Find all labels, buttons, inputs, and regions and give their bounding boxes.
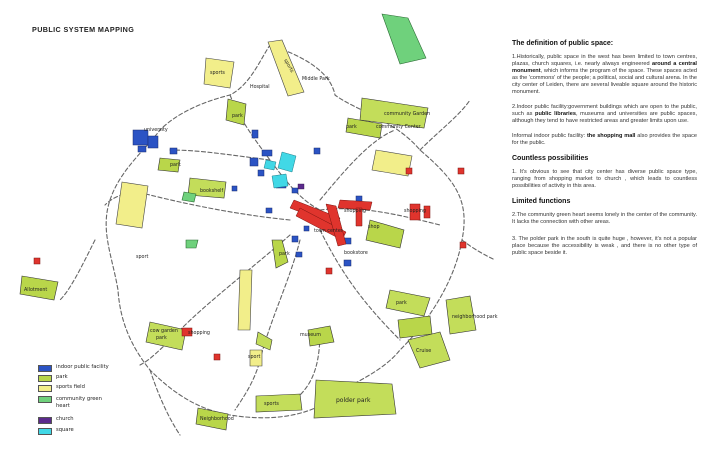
indoor-facility (292, 188, 298, 193)
route-ne-outer (420, 100, 470, 150)
indoor-facility (356, 196, 362, 201)
shopping-area (458, 168, 464, 174)
label-shopping-w: shopping (188, 331, 210, 336)
route-loop (106, 45, 464, 418)
label-bookstore: bookstore (344, 251, 368, 256)
legend-label: sports field (56, 384, 85, 390)
label-shop-e: shop (368, 225, 380, 230)
label-cow-garden: cow garden (150, 329, 178, 334)
legend-item-sports (38, 385, 85, 392)
label-hospital: Hospital (250, 85, 270, 90)
heading-definition: The definition of public space: (512, 40, 614, 47)
squares (264, 152, 296, 188)
route-southeast (320, 230, 400, 340)
community-green-heart-area (182, 192, 196, 202)
legend-label: square (56, 427, 74, 433)
legend-swatch-park (38, 375, 52, 382)
legend-item-church (38, 417, 74, 424)
square (278, 152, 296, 172)
indoor-facility (252, 130, 258, 138)
indoor-facility (292, 236, 298, 242)
label-park-nw: park (232, 114, 243, 119)
label-community-garden: community Garden (384, 112, 431, 117)
legend-swatch-square (38, 428, 52, 435)
paragraph-green-heart: 2.The community green heart seems lonely in the center of the community. It lacks the connection with other areas. (512, 212, 697, 225)
text-panel (512, 40, 697, 265)
route-south-west-outer (150, 370, 180, 435)
shopping-area (214, 354, 220, 360)
label-shopping-center: shopping (344, 209, 366, 214)
legend-swatch-church (38, 417, 52, 424)
label-town-center: town center (314, 229, 343, 234)
label-neighborhood: Neighborhood (200, 417, 234, 422)
route-east-outer (462, 240, 495, 260)
label-museum: museum (300, 333, 321, 338)
sports-field (116, 182, 148, 228)
legend-swatch-green-heart (38, 396, 52, 403)
shopping-area (406, 168, 412, 174)
park-area (256, 394, 302, 412)
square (272, 174, 288, 188)
legend-swatch-sports (38, 385, 52, 392)
indoor-facility (258, 170, 264, 176)
church (298, 184, 304, 189)
legend-label: indoor public facility (56, 364, 109, 370)
sports-field (268, 40, 304, 96)
parks (20, 98, 476, 430)
label-neighborhood-park: neighborhood park (452, 315, 498, 320)
legend-item-park (38, 375, 68, 382)
indoor-facility (304, 226, 309, 231)
park-area (226, 99, 246, 125)
label-university: university (144, 128, 168, 133)
label-sports-s: sports (264, 402, 279, 407)
heading-limited: Limited functions (512, 198, 571, 205)
heading-possibilities: Countless possibilities (512, 155, 589, 162)
paragraph-historical: 1.Historically, public space in the west has been limited to town centres, plazas, church squares, i.e. nearly always engineered around a central monument, which informs the program of the space. These spaces acted as the 'commons' of the people; a political, social and cultural arena. In the city center of Leiden, there are several liveable square around the historic monument. (512, 54, 697, 95)
community-green-heart-area (382, 14, 426, 64)
community-green-heart-area (186, 240, 198, 248)
label-sports-n: sports (282, 58, 295, 74)
park-area (386, 290, 430, 316)
legend-label: church (56, 416, 74, 422)
indoor-facility (148, 136, 158, 148)
paragraph-informal: Informal indoor public facility: the shopping mall also provides the space for the public. (512, 133, 697, 146)
label-polder-park: polder park (336, 397, 371, 404)
legend-label: community green heart (56, 396, 102, 409)
legend-swatch-indoor (38, 365, 52, 372)
square (264, 160, 276, 170)
page-title: PUBLIC SYSTEM MAPPING (32, 25, 135, 34)
label-sports-nw: sports (210, 71, 225, 76)
label-park-w: park (170, 163, 181, 168)
paragraph-indoor: 2.Indoor public facility:government buildings which are open to the public, such as public libraries, museums and universities are public spaces, although they tend to have restricted areas and greater limits upon use. (512, 104, 697, 124)
indoor-facility (138, 146, 146, 152)
label-shopping-e: shopping (404, 209, 426, 214)
sports-field (238, 270, 252, 330)
indoor-facility (170, 148, 177, 154)
indoor-facility (344, 260, 351, 266)
indoor-facility (314, 148, 320, 154)
legend-item-indoor (38, 365, 109, 372)
indoor-facility (296, 252, 302, 257)
legend-item-square (38, 428, 74, 435)
label-allotment: Allotment (24, 288, 48, 293)
paragraph-polder: 3. The polder park in the south is quite huge , however, it's not a popular place because the accessibility is weak , and there is no other type of public space beside it. (512, 236, 697, 256)
label-middle-park: Middle Park (302, 77, 330, 82)
label-sport-w: sport (136, 255, 149, 260)
indoor-facility (232, 186, 237, 191)
label-park-sw: park (156, 336, 167, 341)
label-park-s: park (396, 301, 407, 306)
legend-item-green-heart (38, 396, 102, 409)
indoor-facility (266, 208, 272, 213)
shopping-area (326, 268, 332, 274)
label-cruise: Cruise (416, 349, 432, 354)
indoor-facility (250, 158, 258, 166)
indoor-facility (262, 150, 272, 156)
legend-label: park (56, 374, 68, 380)
paragraph-possibilities: 1. It's obvious to see that city center has diverse public space type, ranging from shopping market to church , which leads to countless possibilities of activity in this area. (512, 169, 697, 189)
shopping-area (460, 242, 466, 248)
shopping-area (34, 258, 40, 264)
label-park-ne: park (346, 125, 357, 130)
park-area (256, 332, 272, 350)
park-area (398, 316, 432, 338)
label-park-center: park (279, 252, 290, 257)
label-sport-s: sport (248, 355, 261, 360)
route-west-outer (60, 240, 95, 300)
label-bookshelf: bookshelf (200, 189, 224, 194)
label-community-center: community Center (376, 125, 421, 130)
